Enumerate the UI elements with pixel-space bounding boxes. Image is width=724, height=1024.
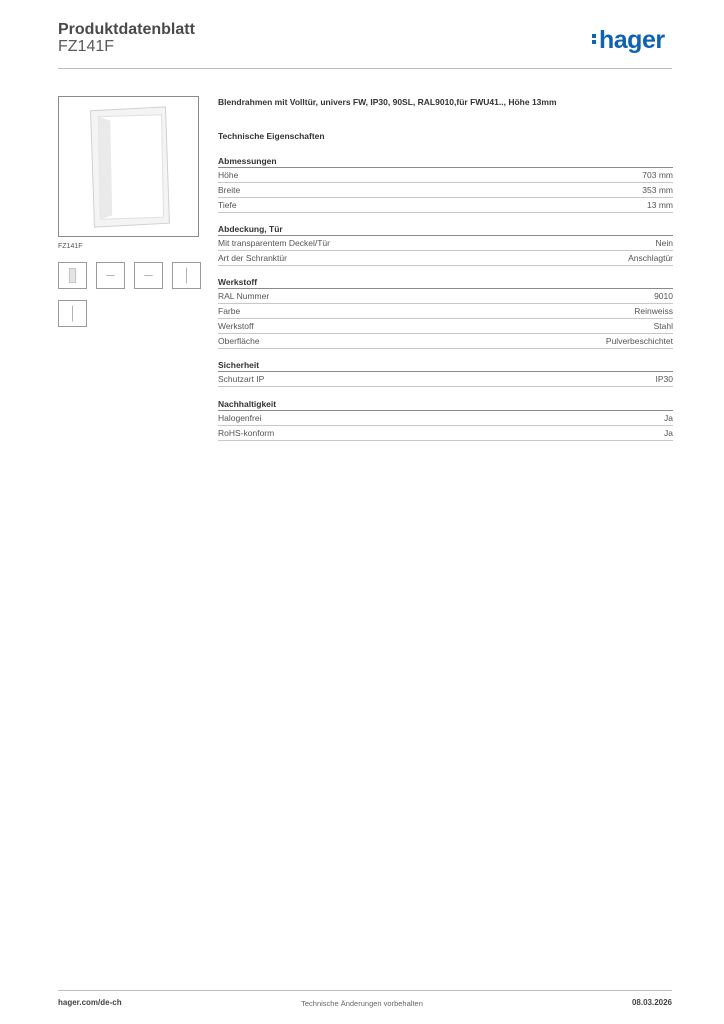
spec-group-material xyxy=(218,276,673,349)
thumbnail-2[interactable] xyxy=(96,262,125,289)
spec-group-safety xyxy=(218,359,673,387)
spec-row xyxy=(218,251,673,266)
hager-logo xyxy=(592,26,665,55)
spec-label: Breite xyxy=(218,185,241,195)
spec-value: Ja xyxy=(664,413,673,423)
spec-label: Schutzart IP xyxy=(218,374,265,384)
spec-group-title: Sicherheit xyxy=(218,359,673,372)
spec-value: Anschlagtür xyxy=(628,253,673,263)
spec-row xyxy=(218,334,673,349)
spec-label: Oberfläche xyxy=(218,336,260,346)
spec-value: 9010 xyxy=(654,291,673,301)
thumbnail-4[interactable] xyxy=(172,262,201,289)
spec-group-title: Werkstoff xyxy=(218,276,673,289)
thumbnail-5[interactable] xyxy=(58,300,87,327)
spec-group-title: Nachhaltigkeit xyxy=(218,398,673,411)
spec-value: 353 mm xyxy=(642,185,673,195)
spec-group-sustainability xyxy=(218,398,673,441)
drawing-thumbnail-icon xyxy=(173,263,200,288)
spec-row xyxy=(218,198,673,213)
spec-label: Halogenfrei xyxy=(218,413,262,423)
spec-row xyxy=(218,168,673,183)
door-frame-icon xyxy=(59,97,198,236)
spec-row xyxy=(218,411,673,426)
spec-value: Reinweiss xyxy=(634,306,673,316)
thumbnail-3[interactable] xyxy=(134,262,163,289)
drawing-thumbnail-icon xyxy=(135,263,162,288)
thumbnail-1[interactable] xyxy=(58,262,87,289)
spec-value: 703 mm xyxy=(642,170,673,180)
spec-label: Art der Schranktür xyxy=(218,253,287,263)
spec-label: RAL Nummer xyxy=(218,291,270,301)
spec-label: Farbe xyxy=(218,306,241,316)
product-code: FZ141F xyxy=(58,38,115,55)
spec-value: Pulverbeschichtet xyxy=(605,336,673,346)
spec-value: Nein xyxy=(655,238,673,248)
spec-label: Mit transparentem Deckel/Tür xyxy=(218,238,330,248)
footer-date: 08.03.2026 xyxy=(631,998,672,1007)
spec-group-title: Abmessungen xyxy=(218,155,673,168)
drawing-thumbnail-icon xyxy=(97,263,124,288)
spec-row xyxy=(218,304,673,319)
logo-dots-icon xyxy=(592,32,597,46)
section-title: Technische Eigenschaften xyxy=(218,131,325,141)
image-caption: FZ141F xyxy=(58,243,83,250)
footer-divider xyxy=(58,990,672,991)
spec-row xyxy=(218,236,673,251)
footer-disclaimer: Technische Änderungen vorbehalten xyxy=(301,999,423,1008)
spec-value: Stahl xyxy=(653,321,673,331)
spec-row xyxy=(218,183,673,198)
page-title: Produktdatenblatt xyxy=(58,21,195,38)
spec-label: RoHS-konform xyxy=(218,428,275,438)
door-thumbnail-icon xyxy=(59,263,86,288)
spec-row xyxy=(218,289,673,304)
spec-group-cover-door xyxy=(218,223,673,266)
product-title: Blendrahmen mit Volltür, univers FW, IP30, 90SL, RAL9010,für FWU41.., Höhe 13mm xyxy=(218,97,557,107)
product-image[interactable] xyxy=(58,96,199,237)
spec-row xyxy=(218,372,673,387)
spec-label: Tiefe xyxy=(218,200,237,210)
spec-row xyxy=(218,319,673,334)
spec-group-title: Abdeckung, Tür xyxy=(218,223,673,236)
spec-value: Ja xyxy=(664,428,673,438)
logo-text: hager xyxy=(599,26,665,54)
spec-value: IP30 xyxy=(655,374,673,384)
spec-label: Höhe xyxy=(218,170,239,180)
footer-website-link[interactable]: hager.com/de-ch xyxy=(58,998,122,1007)
header-divider xyxy=(58,68,672,69)
spec-group-dimensions xyxy=(218,155,673,213)
spec-row xyxy=(218,426,673,441)
spec-label: Werkstoff xyxy=(218,321,254,331)
spec-value: 13 mm xyxy=(647,200,673,210)
drawing-thumbnail-icon xyxy=(59,301,86,326)
